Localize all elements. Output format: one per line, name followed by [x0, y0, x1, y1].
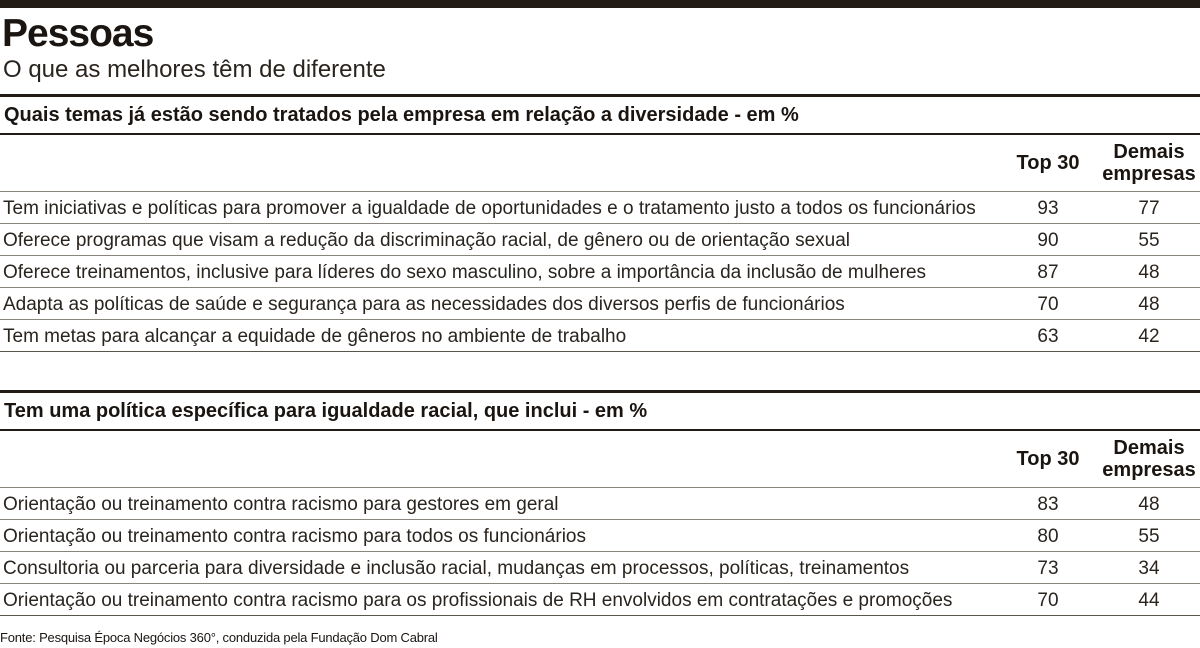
value-demais: 48: [1138, 294, 1160, 315]
table-row: [0, 192, 1200, 224]
column-header-line: Demais: [1113, 437, 1185, 459]
value-demais: 34: [1138, 558, 1160, 579]
table-row: [0, 520, 1200, 552]
table-header: [0, 431, 1200, 488]
value-top30: 80: [1037, 526, 1059, 547]
column-header-demais: [1098, 437, 1200, 481]
source-note: Fonte: Pesquisa Época Negócios 360°, conduzida pela Fundação Dom Cabral: [0, 630, 438, 645]
table-row: [0, 320, 1200, 352]
table-body: [0, 192, 1200, 352]
value-demais: 48: [1138, 494, 1160, 515]
value-top30: 83: [1037, 494, 1059, 515]
table-row: [0, 256, 1200, 288]
column-header-top30: [1008, 448, 1088, 470]
value-top30: 63: [1037, 326, 1059, 347]
table-row: [0, 488, 1200, 520]
table-row: [0, 552, 1200, 584]
column-header-line: empresas: [1102, 163, 1196, 185]
table-title: Tem uma política específica para igualdade racial, que inclui - em %: [4, 400, 648, 422]
table-row: [0, 584, 1200, 616]
value-demais: 48: [1138, 262, 1160, 283]
diversity-themes-table: [0, 94, 1200, 352]
row-label: Consultoria ou parceria para diversidade e inclusão racial, mudanças em processos, políticas, treinamentos: [3, 558, 910, 579]
table-row: [0, 224, 1200, 256]
table-header: [0, 135, 1200, 192]
value-top30: 87: [1037, 262, 1059, 283]
value-demais: 77: [1138, 198, 1160, 219]
table-row: [0, 288, 1200, 320]
column-header-line: Top 30: [1016, 152, 1080, 174]
row-label: Orientação ou treinamento contra racismo para os profissionais de RH envolvidos em contratações e promoções: [3, 590, 953, 611]
column-header-line: Demais: [1113, 141, 1185, 163]
table-body: [0, 488, 1200, 616]
value-demais: 55: [1138, 230, 1160, 251]
page-subtitle: O que as melhores têm de diferente: [3, 56, 386, 83]
page-title: Pessoas: [2, 12, 154, 55]
column-header-demais: [1098, 141, 1200, 185]
value-top30: 93: [1037, 198, 1059, 219]
value-demais: 44: [1138, 590, 1160, 611]
value-top30: 90: [1037, 230, 1059, 251]
value-top30: 73: [1037, 558, 1059, 579]
row-label: Orientação ou treinamento contra racismo para gestores em geral: [3, 494, 559, 515]
row-label: Orientação ou treinamento contra racismo para todos os funcionários: [3, 526, 586, 547]
column-header-line: Top 30: [1016, 448, 1080, 470]
row-label: Tem metas para alcançar a equidade de gêneros no ambiente de trabalho: [3, 326, 627, 347]
row-label: Adapta as políticas de saúde e segurança para as necessidades dos diversos perfis de funcionários: [3, 294, 845, 315]
value-top30: 70: [1037, 590, 1059, 611]
row-label: Oferece programas que visam a redução da discriminação racial, de gênero ou de orientação sexual: [3, 230, 851, 251]
row-label: Oferece treinamentos, inclusive para líderes do sexo masculino, sobre a importância da inclusão de mulheres: [3, 262, 927, 283]
table-title: Quais temas já estão sendo tratados pela empresa em relação a diversidade - em %: [4, 104, 799, 126]
top-rule: [0, 0, 1200, 8]
column-header-line: empresas: [1102, 459, 1196, 481]
column-header-top30: [1008, 152, 1088, 174]
value-top30: 70: [1037, 294, 1059, 315]
row-label: Tem iniciativas e políticas para promover a igualdade de oportunidades e o tratamento justo a todos os funcionários: [3, 198, 976, 219]
value-demais: 55: [1138, 526, 1160, 547]
racial-equality-table: [0, 390, 1200, 616]
value-demais: 42: [1138, 326, 1160, 347]
